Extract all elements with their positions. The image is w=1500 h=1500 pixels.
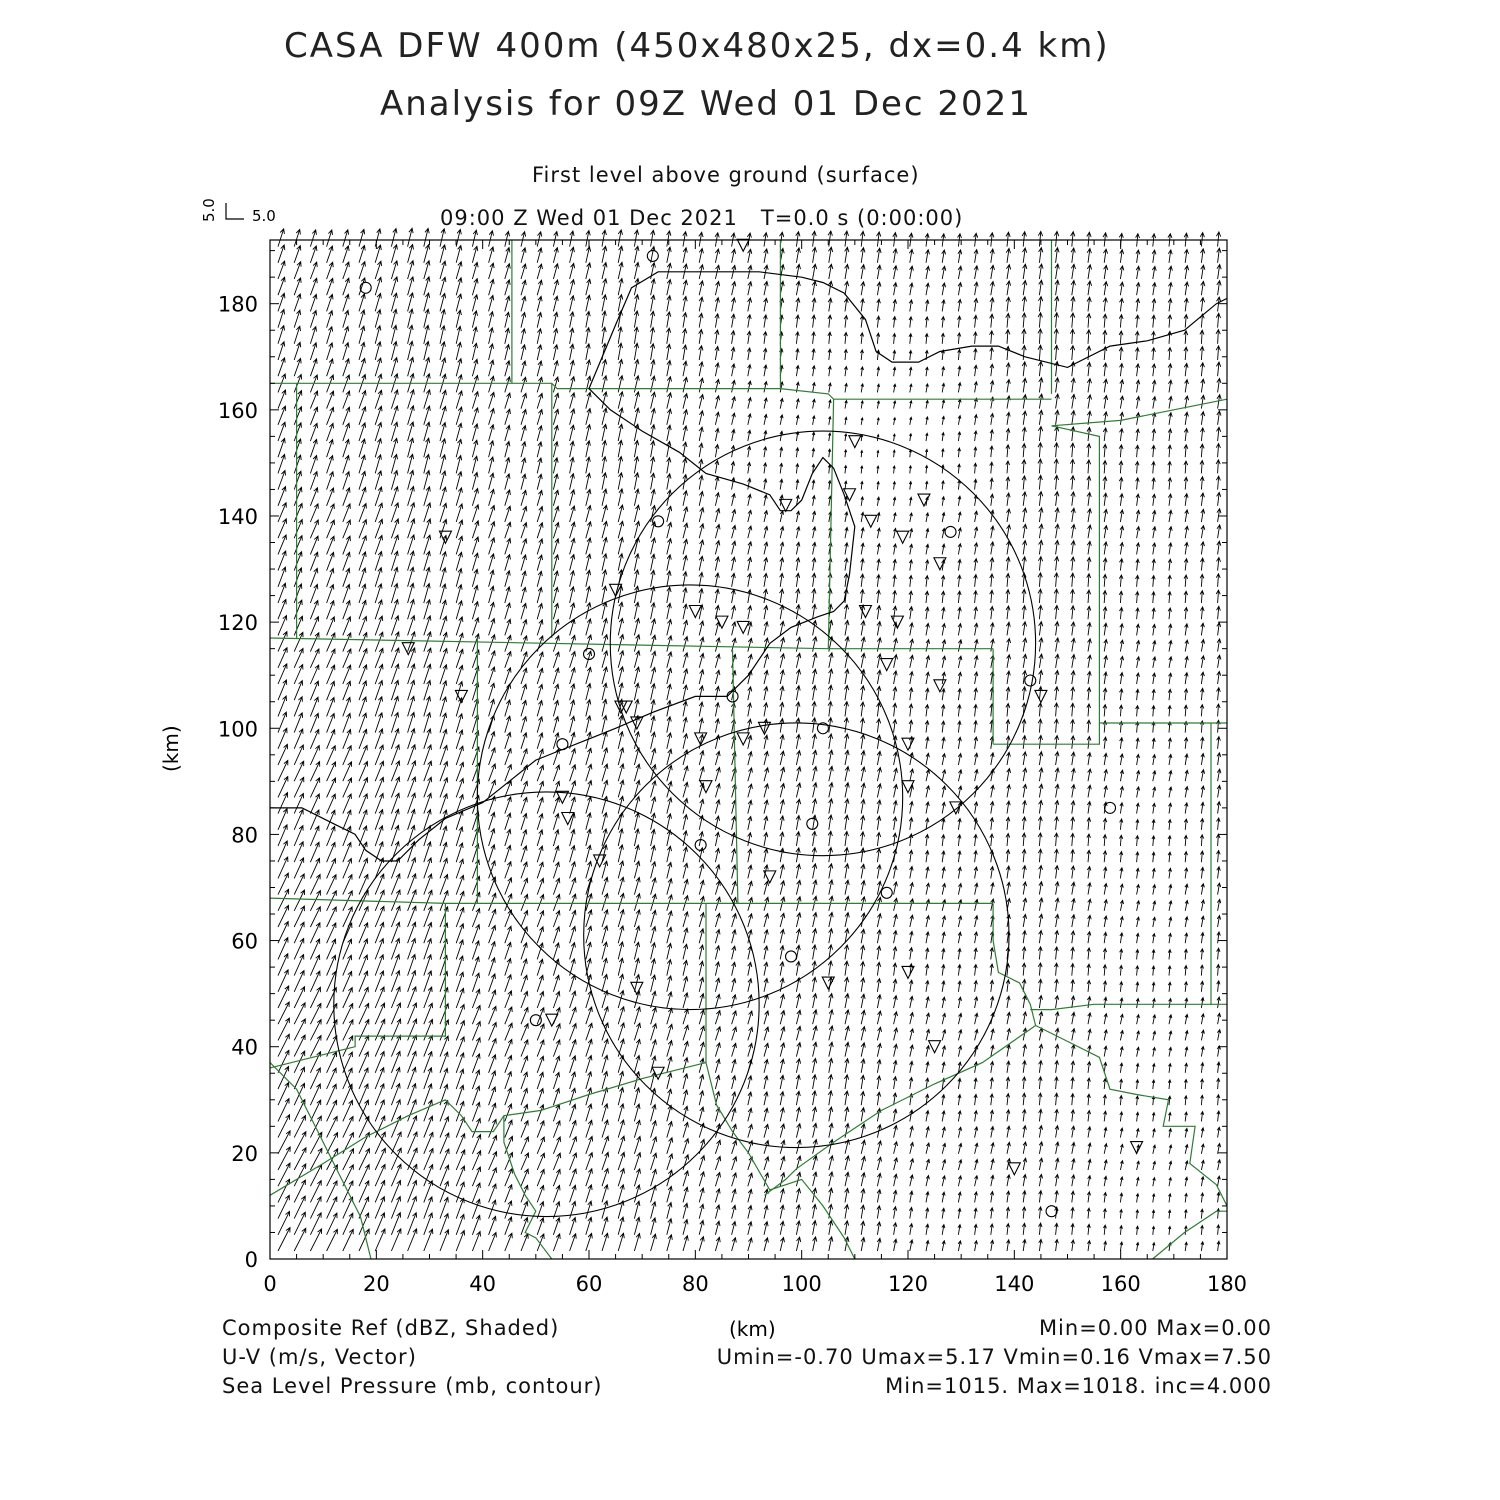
station-triangle [881,659,893,671]
station-triangle [1008,1163,1020,1175]
legend-uv-label: U-V (m/s, Vector) [222,1345,417,1369]
x-tick-label: 180 [1206,1272,1248,1296]
station-circle [557,739,568,750]
y-tick-label: 40 [231,1035,258,1060]
wind-vectors [278,228,1221,1251]
radar-range-ring [610,431,1035,856]
station-triangle [902,966,914,978]
station-circle [1025,675,1036,686]
x-tick-label: 40 [469,1272,497,1296]
county-line [1211,723,1227,1004]
station-triangle [546,1014,558,1026]
county-line [1153,1211,1227,1259]
county-line [270,1063,706,1196]
station-circle [945,526,956,537]
y-axis-label: (km) [159,725,183,772]
station-triangle [1035,690,1047,702]
y-tick-label: 180 [217,292,258,317]
county-line [993,426,1099,744]
station-triangle [929,1041,941,1053]
station-triangle [737,733,749,745]
x-axis-label: (km) [729,1317,776,1341]
station-triangle [700,781,712,793]
ref-vector-u-label: 5.0 [252,207,276,225]
county-line [993,903,1227,1206]
station-circle [807,818,818,829]
station-triangle [822,977,834,989]
y-tick-label: 0 [244,1248,258,1272]
station-triangle [1131,1142,1143,1154]
station-triangle [737,621,749,633]
station-triangle [897,531,909,543]
station-circle [1105,802,1116,813]
radar-range-ring [334,792,759,1217]
x-tick-label: 120 [887,1272,929,1296]
reference-vector [200,198,276,225]
x-tick-label: 160 [1100,1272,1141,1296]
county-line [270,903,445,1068]
station-circle [530,1015,541,1026]
y-tick-label: 160 [217,398,258,423]
legend-uv-range: Umin=-0.70 Umax=5.17 Vmin=0.16 Vmax=7.50 [716,1345,1272,1369]
station-triangle [737,239,749,251]
x-tick-label: 20 [362,1272,390,1296]
station-triangle [849,436,861,448]
county-line [1052,399,1228,426]
ref-vector-v-label: 5.0 [200,198,218,222]
x-tick-label: 100 [781,1272,822,1296]
station-circle [653,516,664,527]
legend-slp-label: Sea Level Pressure (mb, contour) [222,1374,603,1398]
title-line-1: CASA DFW 400m (450x480x25, dx=0.4 km) [284,26,1110,66]
y-tick-label: 140 [217,504,258,529]
x-tick-label: 140 [994,1272,1035,1296]
wind-vector-field [278,228,1221,1251]
legend-ref-label: Composite Ref (dBZ, Shaded) [222,1316,560,1340]
county-line [765,1026,1036,1196]
y-tick-label: 120 [217,611,258,636]
station-triangle [865,515,877,527]
y-tick-label: 100 [217,717,258,742]
legend-slp-range: Min=1015. Max=1018. inc=4.000 [885,1374,1272,1398]
title-line-2: Analysis for 09Z Wed 01 Dec 2021 [380,84,1032,124]
county-line [706,1063,855,1259]
station-circle [786,951,797,962]
legend-ref-range: Min=0.00 Max=0.00 [1038,1316,1272,1340]
station-triangle [902,738,914,750]
level-label: First level above ground (surface) [532,163,920,187]
time-label: 09:00 Z Wed 01 Dec 2021 T=0.0 s (0:00:00) [440,206,964,230]
station-circle [881,887,892,898]
y-tick-label: 80 [231,823,258,848]
x-tick-label: 60 [575,1272,603,1296]
station-triangle [631,982,643,994]
y-tick-label: 60 [231,929,258,954]
x-tick-label: 80 [681,1272,709,1296]
county-line [270,383,1052,399]
y-tick-label: 20 [231,1141,258,1166]
station-circle [1046,1206,1057,1217]
x-tick-label: 0 [263,1272,277,1296]
